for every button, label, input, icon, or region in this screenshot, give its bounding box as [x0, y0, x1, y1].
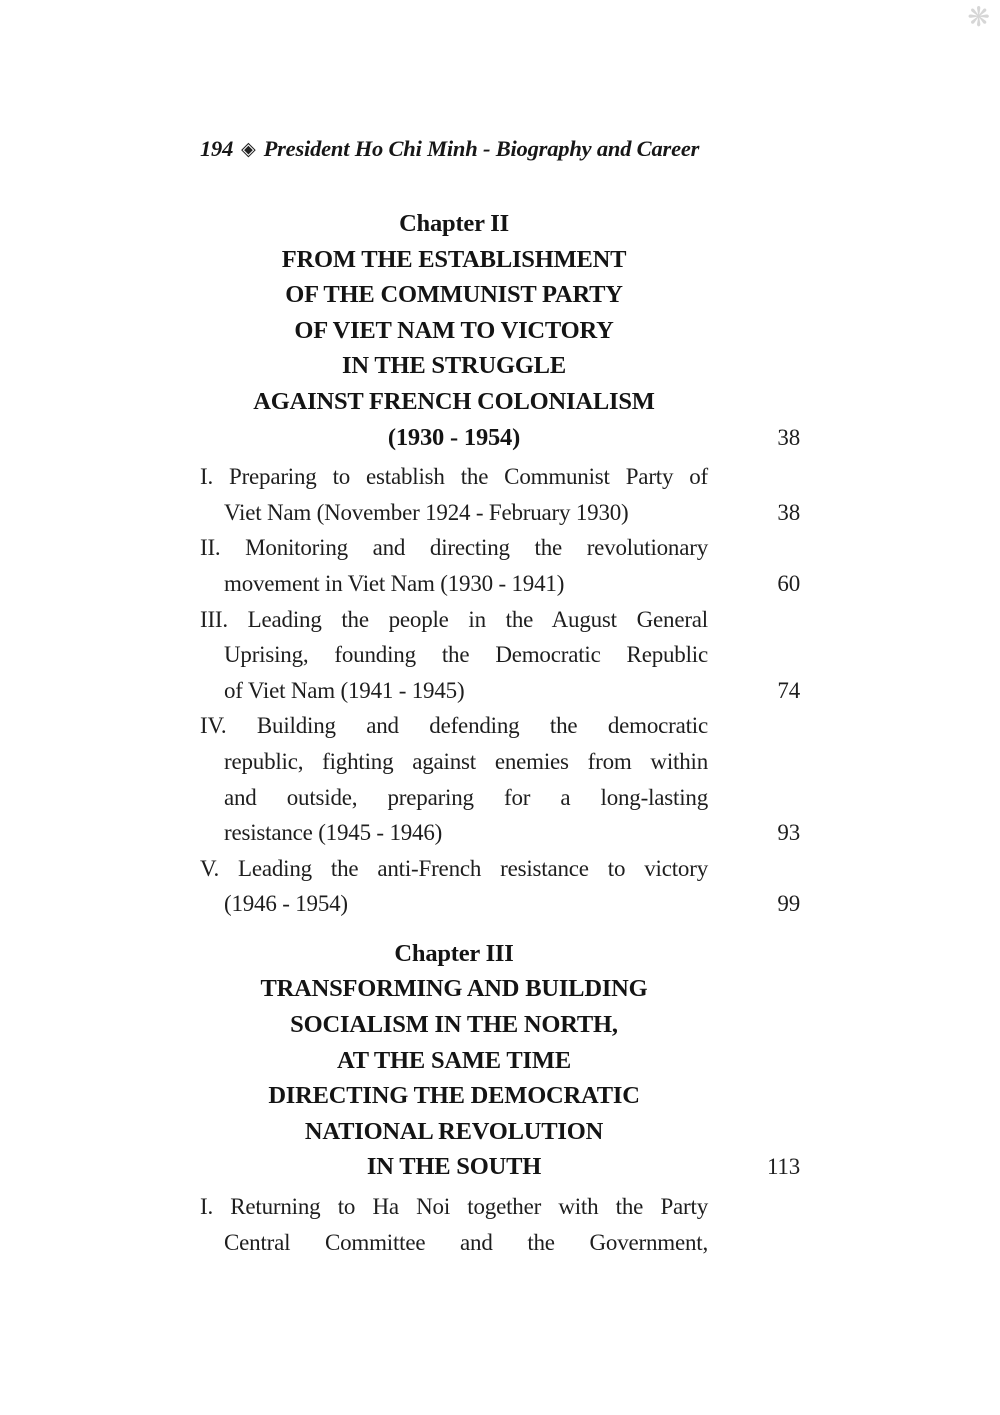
- header-page-number: 194: [200, 136, 234, 161]
- toc-line: [200, 780, 800, 816]
- toc-line-text: of Viet Nam (1941 - 1945): [224, 677, 465, 703]
- header-title: President Ho Chi Minh - Biography and Career: [263, 136, 700, 161]
- toc-line-text: OF THE COMMUNIST PARTY: [285, 281, 623, 309]
- toc-entry: [200, 708, 800, 850]
- toc-line: [200, 637, 800, 673]
- flower-icon: ❋: [967, 2, 990, 32]
- toc-line: [200, 420, 800, 456]
- chapter-heading: [200, 936, 800, 1185]
- toc-line-text: OF VIET NAM TO VICTORY: [294, 316, 614, 344]
- toc-page-number: 93: [777, 820, 800, 846]
- toc-line-text: SOCIALISM IN THE NORTH,: [290, 1011, 618, 1039]
- toc-line-text: Uprising, founding the Democratic Republic: [224, 642, 708, 668]
- toc-entry: [200, 530, 800, 601]
- table-of-contents: [200, 206, 800, 1260]
- toc-page-number: 38: [777, 424, 800, 450]
- toc-line-text: AGAINST FRENCH COLONIALISM: [253, 387, 655, 415]
- toc-line-text: Chapter II: [399, 210, 509, 237]
- chapter-heading: [200, 206, 800, 455]
- toc-line-text: I. Returning to Ha Noi together with the Party: [200, 1194, 708, 1220]
- toc-page-number: 38: [777, 499, 800, 525]
- toc-page-number: 74: [777, 677, 800, 703]
- toc-line: [200, 566, 800, 602]
- toc-line-text: DIRECTING THE DEMOCRATIC: [268, 1082, 640, 1110]
- running-header: [200, 136, 699, 162]
- toc-line-text: NATIONAL REVOLUTION: [304, 1117, 604, 1145]
- toc-line: [200, 1189, 800, 1225]
- toc-line: [200, 1007, 800, 1043]
- toc-line: [200, 384, 800, 420]
- toc-line-text: Central Committee and the Government,: [224, 1229, 708, 1255]
- toc-line: [200, 495, 800, 531]
- toc-line: [200, 1078, 800, 1114]
- toc-line: [200, 708, 800, 744]
- toc-line-text: Chapter III: [394, 939, 514, 967]
- toc-line: [200, 277, 800, 313]
- toc-line: [200, 673, 800, 709]
- toc-line-text: IV. Building and defending the democratic: [200, 713, 708, 739]
- toc-line-text: IN THE SOUTH: [366, 1153, 542, 1181]
- toc-line: [200, 530, 800, 566]
- toc-entry: [200, 851, 800, 922]
- toc-line-text: (1946 - 1954): [224, 891, 348, 917]
- toc-line-text: AT THE SAME TIME: [337, 1046, 571, 1074]
- toc-line-text: III. Leading the people in the August General: [200, 606, 708, 632]
- toc-line: [200, 936, 800, 972]
- toc-line: [200, 206, 800, 242]
- toc-line: [200, 851, 800, 887]
- toc-line-text: (1930 - 1954): [387, 423, 521, 451]
- toc-line: [200, 815, 800, 851]
- toc-line: [200, 971, 800, 1007]
- toc-entry: [200, 1189, 800, 1260]
- toc-line-text: movement in Viet Nam (1930 - 1941): [224, 570, 565, 596]
- toc-line: [200, 1114, 800, 1150]
- toc-line: [200, 1225, 800, 1261]
- diamond-ornament-icon: ◈: [241, 139, 256, 160]
- toc-entry: [200, 459, 800, 530]
- toc-line-text: TRANSFORMING AND BUILDING: [260, 975, 648, 1003]
- toc-line: [200, 886, 800, 922]
- toc-page-number: 99: [777, 891, 800, 917]
- toc-line-text: republic, fighting against enemies from within: [224, 748, 708, 774]
- toc-line-text: Viet Nam (November 1924 - February 1930): [224, 499, 629, 525]
- toc-line: [200, 602, 800, 638]
- toc-line-text: FROM THE ESTABLISHMENT: [281, 245, 627, 273]
- toc-line: [200, 1149, 800, 1185]
- toc-line-text: resistance (1945 - 1946): [224, 820, 443, 846]
- toc-page-number: 113: [766, 1154, 800, 1180]
- toc-line-text: II. Monitoring and directing the revolutionary: [200, 535, 708, 561]
- toc-line: [200, 348, 800, 384]
- toc-line-text: and outside, preparing for a long-lasting: [224, 784, 708, 810]
- toc-line: [200, 242, 800, 278]
- toc-line: [200, 744, 800, 780]
- toc-line-text: IN THE STRUGGLE: [342, 352, 566, 380]
- toc-line: [200, 459, 800, 495]
- toc-line-text: V. Leading the anti-French resistance to victory: [200, 855, 708, 881]
- toc-line: [200, 1043, 800, 1079]
- toc-line-text: I. Preparing to establish the Communist Party of: [200, 464, 708, 490]
- toc-entry: [200, 602, 800, 709]
- toc-page-number: 60: [777, 570, 800, 596]
- toc-line: [200, 313, 800, 349]
